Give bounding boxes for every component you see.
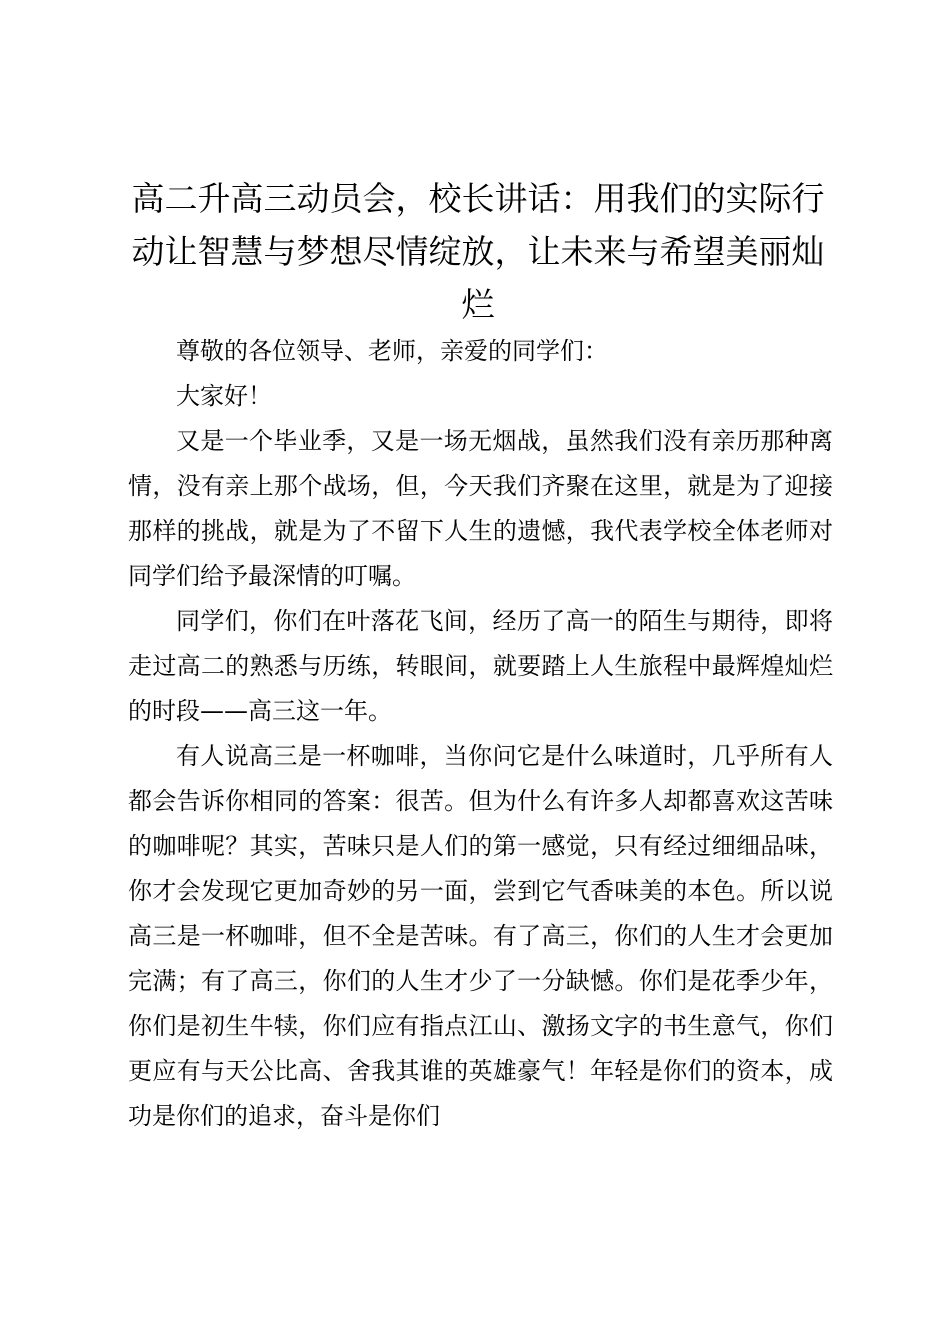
body-paragraph: 又是一个毕业季，又是一场无烟战，虽然我们没有亲历那种离情，没有亲上那个战场，但，今天我们齐聚在这里，就是为了迎接那样的挑战，就是为了不留下人生的遗憾，我代表学校全体老师对同学们给予最深情的叮嘱。 <box>128 427 833 590</box>
body-paragraph: 同学们，你们在叶落花飞间，经历了高一的陌生与期待，即将走过高二的熟悉与历练，转眼间，就要踏上人生旅程中最辉煌灿烂的时段——高三这一年。 <box>128 607 833 725</box>
body-paragraph: 有人说高三是一杯咖啡，当你问它是什么味道时，几乎所有人都会告诉你相同的答案：很苦。但为什么有许多人却都喜欢这苦味的咖啡呢？其实，苦味只是人们的第一感觉，只有经过细细品味，你才会发现它更加奇妙的另一面，尝到它气香味美的本色。所以说高三是一杯咖啡，但不全是苦味。有了高三，你们的人生才会更加完满；有了高三，你们的人生才少了一分缺憾。你们是花季少年，你们是初生牛犊，你们应有指点江山、激扬文字的书生意气，你们更应有与天公比高、舍我其谁的英雄豪气！年轻是你们的资本，成功是你们的追求，奋斗是你们 <box>128 742 833 1130</box>
document-body <box>128 329 833 1139</box>
salutation-paragraph: 尊敬的各位领导、老师，亲爱的同学们： <box>176 337 608 365</box>
greeting-paragraph: 大家好！ <box>176 382 272 410</box>
document-title: 高二升高三动员会，校长讲话：用我们的实际行动让智慧与梦想尽情绽放，让未来与希望美丽灿烂 <box>131 179 825 324</box>
